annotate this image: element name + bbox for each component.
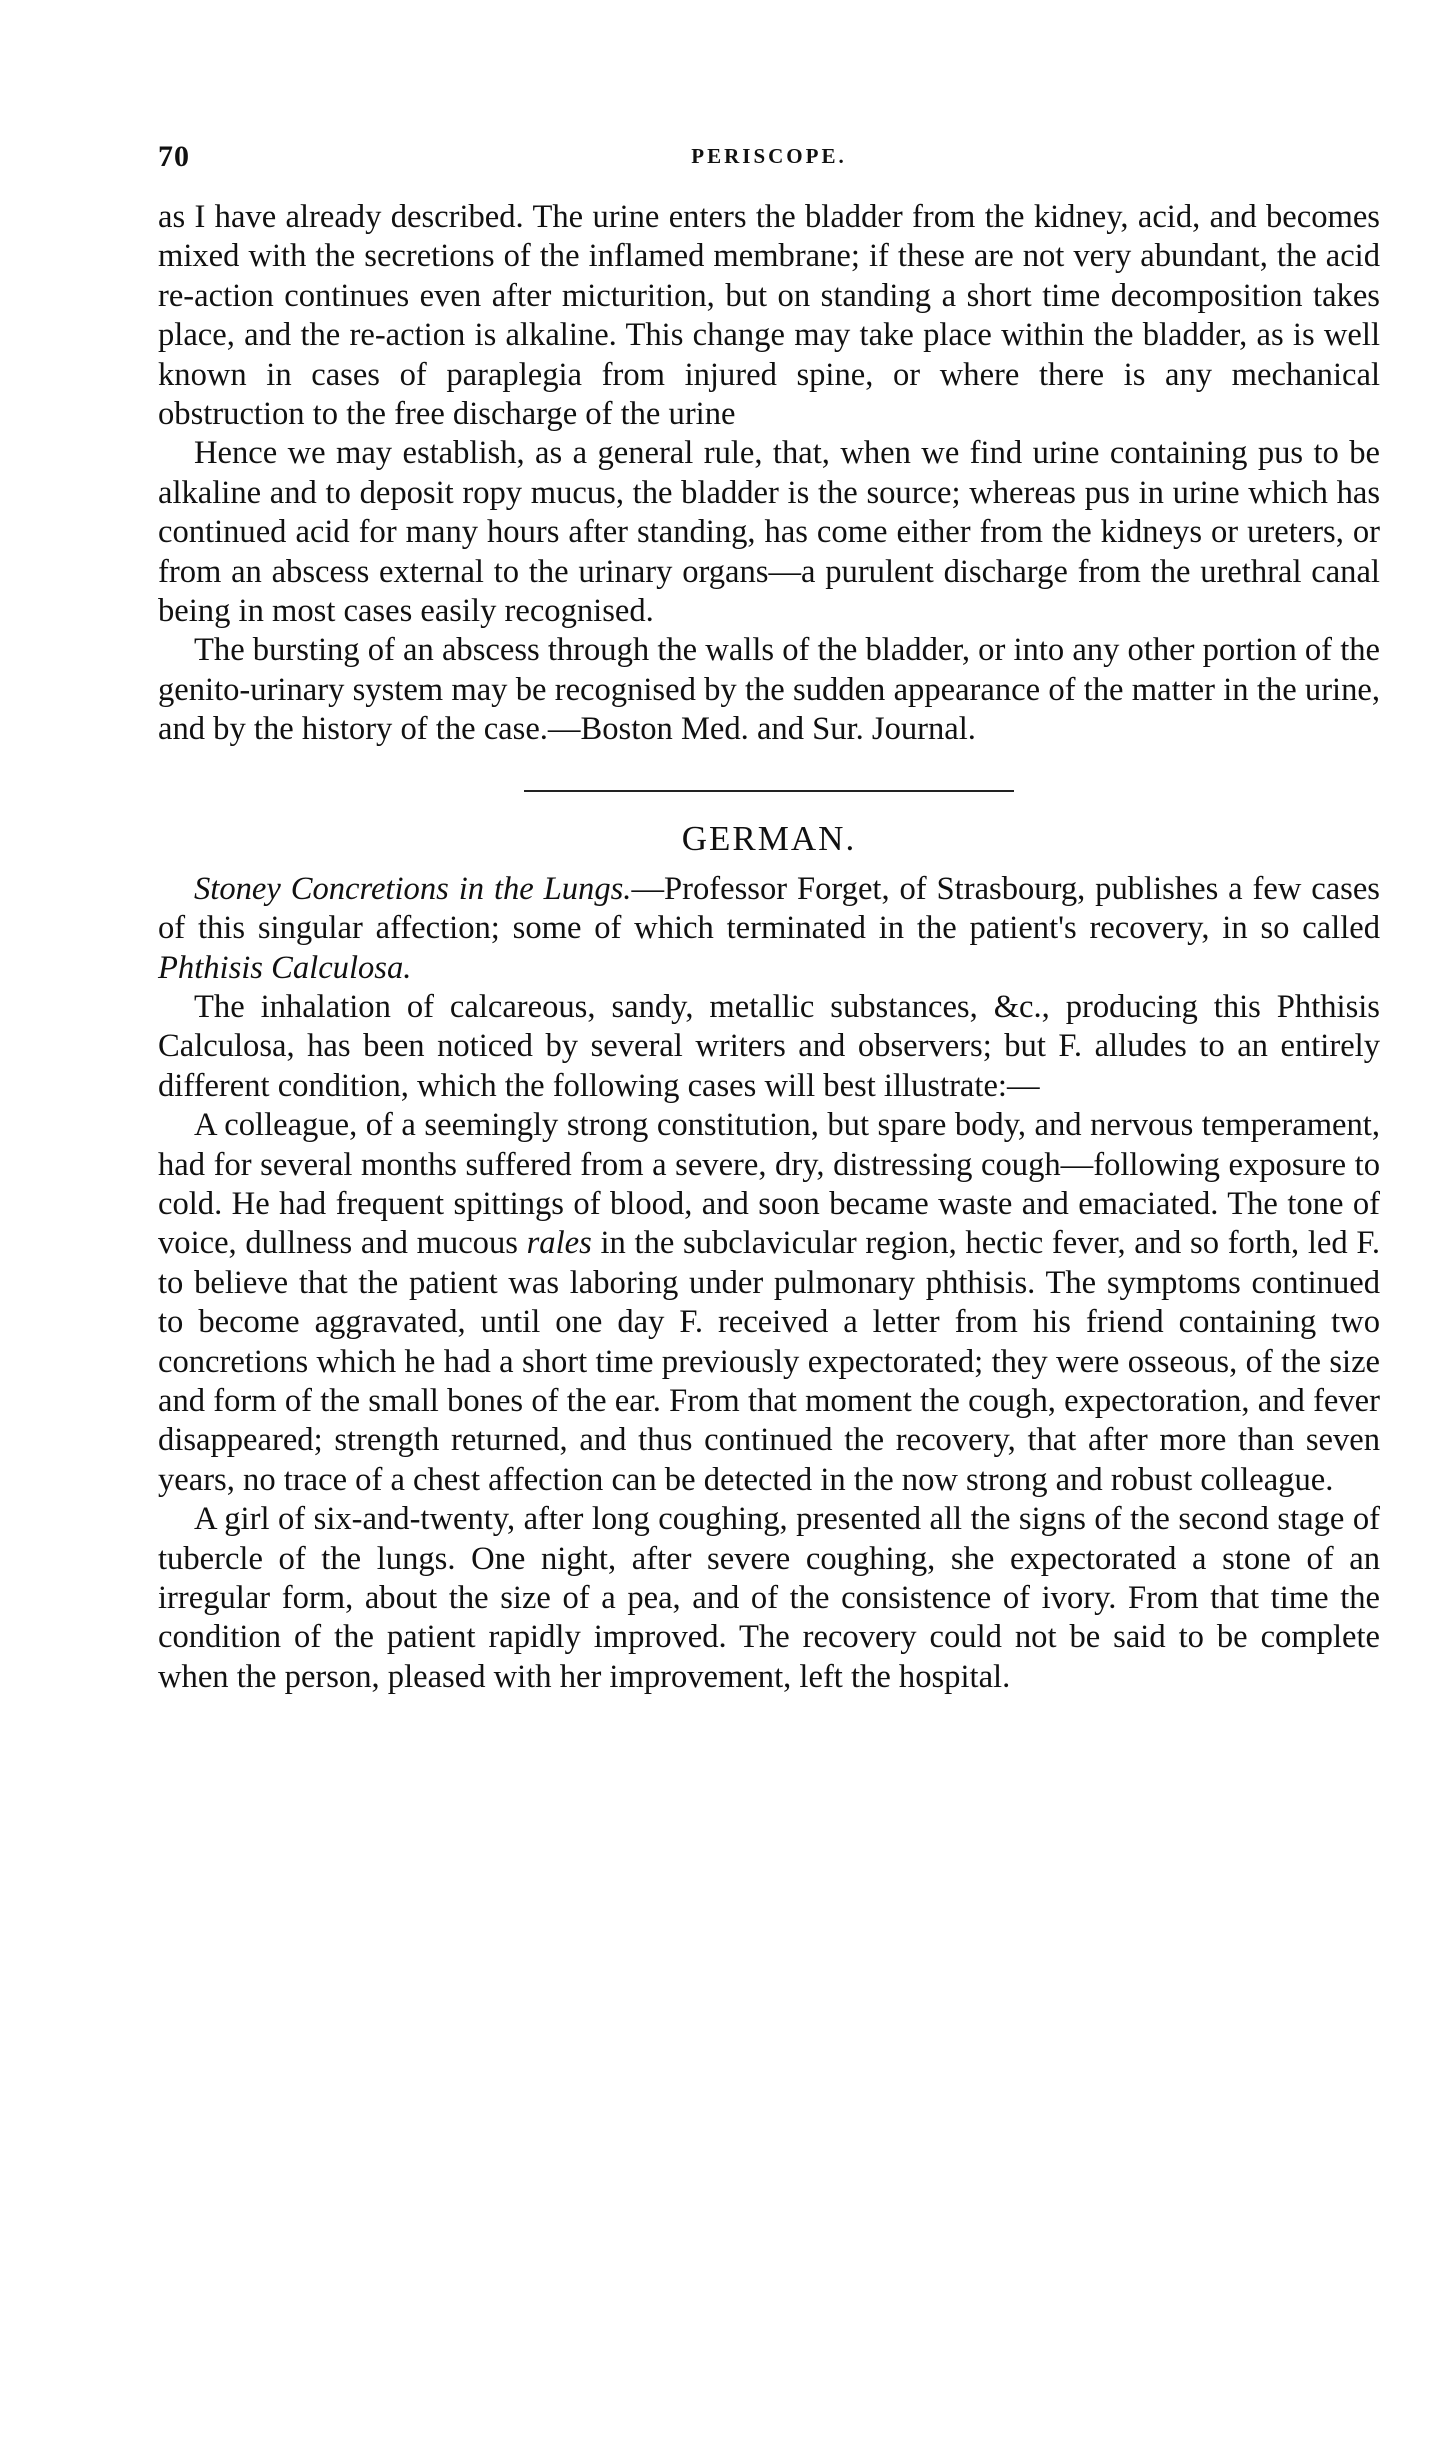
running-title: PERISCOPE. (691, 144, 847, 168)
continuation-paragraph-1: as I have already described. The urine enters the bladder from the kidney, acid, and becomes mixed with the secretions of the inflamed membrane; if these are not very abundant, the acid re-action continues even after micturition, but on standing a short time decomposition takes place, and the re-action is alkaline. This change may take place within the bladder, as is well known in cases of paraplegia from injured spine, or where there is any mechanical obstruction to the free discharge of the urine (158, 199, 1380, 433)
section-divider-rule (524, 790, 1014, 792)
article-intro-paragraph (158, 870, 1380, 988)
article-intro-term: Phthisis Calculosa. (158, 949, 412, 986)
continuation-paragraph-3: The bursting of an abscess through the walls of the bladder, or into any other portion of the genito-urinary system may be recognised by the sudden appearance of the matter in the urine, and by the history of the case.—Boston Med. and Sur. Journal. (158, 632, 1380, 748)
article-paragraph-4: A girl of six-and-twenty, after long coughing, presented all the signs of the second stage of tubercle of the lungs. One night, after severe coughing, she expectorated a stone of an irregular form, about the size of a pea, and of the consistence of ivory. From that time the condition of the patient rapidly improved. The recovery could not be said to be complete when the person, pleased with her improvement, left the hospital. (158, 1501, 1380, 1695)
article-paragraph-3-rales: rales (526, 1225, 592, 1262)
running-head (158, 140, 1380, 188)
article-title: Stoney Concretions in the Lungs. (194, 870, 632, 907)
article-paragraph-2: The inhalation of calcareous, sandy, metallic substances, &c., producing this Phthisis Calculosa, has been noticed by several writers and observers; but F. alludes to an entirely different condition, which the following cases will best illustrate:— (158, 988, 1380, 1104)
page-number: 70 (158, 140, 190, 173)
book-page (158, 140, 1380, 1697)
article-intro-text: —Professor Forget, of Strasbourg, publishes a few cases of this singular affection; some of which terminated in the patient's recovery, in so called (158, 870, 1380, 947)
article-paragraph-3-part-a: A colleague, of a seemingly strong constitution, but spare body, and nervous temperament, had for several months suffered from a severe, dry, distressing cough—following exposure to cold. He had frequent spittings of blood, and soon became waste and emaciated. The tone of voice, dullness and mucous (158, 1107, 1380, 1262)
continuation-paragraph-2: Hence we may establish, as a general rule, that, when we find urine containing pus to be alkaline and to deposit ropy mucus, the bladder is the source; whereas pus in urine which has continued acid for many hours after standing, has come either from the kidneys or ureters, or from an abscess external to the urinary organs—a purulent discharge from the urethral canal being in most cases easily recognised. (158, 435, 1380, 630)
section-heading-german: GERMAN. (681, 818, 857, 858)
article-paragraph-3-part-b: in the subclavicular region, hectic fever, and so forth, led F. to believe that the patient was laboring under pulmonary phthisis. The symptoms continued to become aggravated, until one day F. received a letter from his friend containing two concretions which he had a short time previously expectorated; they were osseous, of the size and form of the small bones of the ear. From that moment the cough, expectoration, and fever disappeared; strength returned, and thus continued the recovery, that after more than seven years, no trace of a chest affection can be detected in the now strong and robust colleague. (158, 1225, 1380, 1498)
article-paragraph-3 (158, 1106, 1380, 1500)
